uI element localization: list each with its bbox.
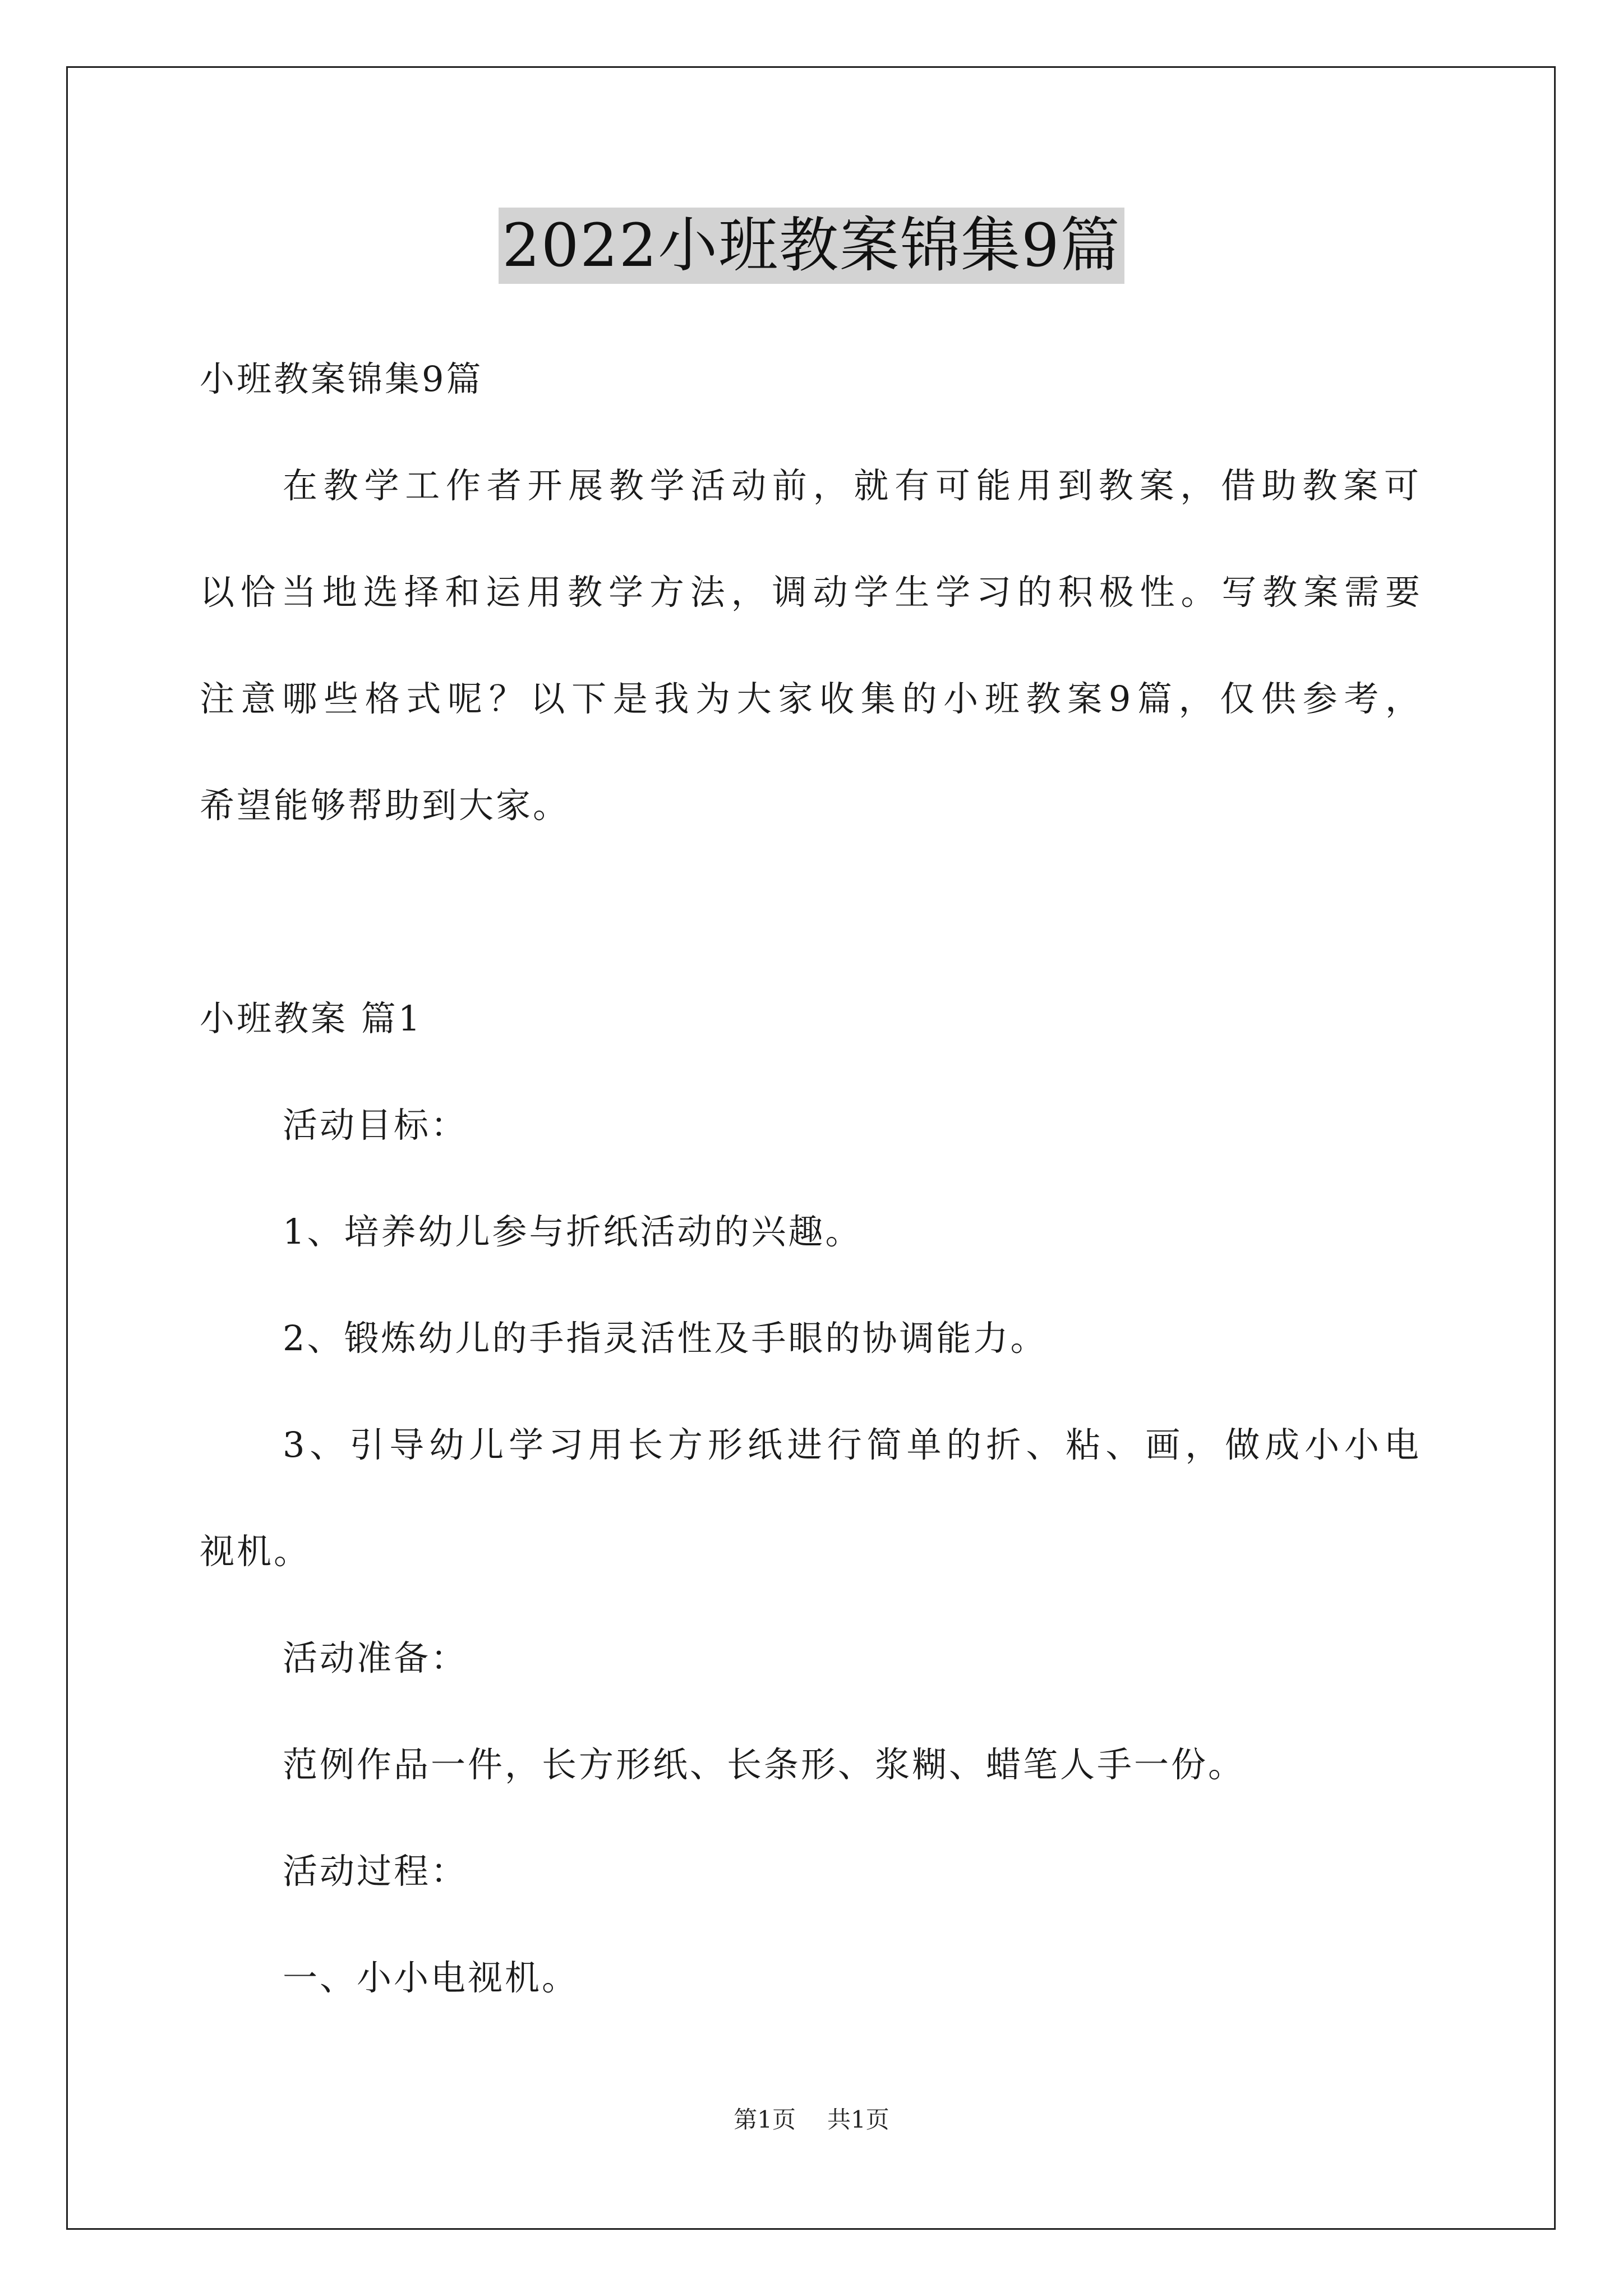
process-label: 活动过程： — [283, 1851, 468, 1892]
goal-item-1: 1、培养幼儿参与折纸活动的兴趣。 — [283, 1211, 863, 1252]
goal-item-3-line-1: 3、引导幼儿学习用长方形纸进行简单的折、粘、画，做成小小电 — [283, 1424, 1421, 1465]
prep-text: 范例作品一件，长方形纸、长条形、浆糊、蜡笔人手一份。 — [283, 1744, 1246, 1785]
title-container — [0, 208, 1623, 284]
page-footer — [0, 2105, 1623, 2135]
intro-line-1: 在教学工作者开展教学活动前，就有可能用到教案，借助教案可 — [283, 465, 1421, 506]
prep-label: 活动准备： — [283, 1637, 468, 1678]
document-subtitle: 小班教案锦集9篇 — [200, 358, 483, 399]
goal-item-2: 2、锻炼幼儿的手指灵活性及手眼的协调能力。 — [283, 1318, 1048, 1359]
page-number-current: 第1页 — [734, 2106, 796, 2133]
intro-line-2: 以恰当地选择和运用教学方法，调动学生学习的积极性。写教案需要 — [200, 572, 1422, 613]
intro-line-3: 注意哪些格式呢？以下是我为大家收集的小班教案9篇，仅供参考， — [200, 678, 1422, 719]
intro-line-4: 希望能够帮助到大家。 — [200, 785, 570, 826]
section-heading: 小班教案 篇1 — [200, 998, 423, 1039]
document-title: 2022小班教案锦集9篇 — [499, 208, 1124, 284]
goals-label: 活动目标： — [283, 1105, 468, 1145]
goal-item-3-line-2: 视机。 — [200, 1531, 311, 1572]
page-number-total: 共1页 — [827, 2106, 889, 2133]
process-item-1: 一、小小电视机。 — [283, 1957, 579, 1998]
